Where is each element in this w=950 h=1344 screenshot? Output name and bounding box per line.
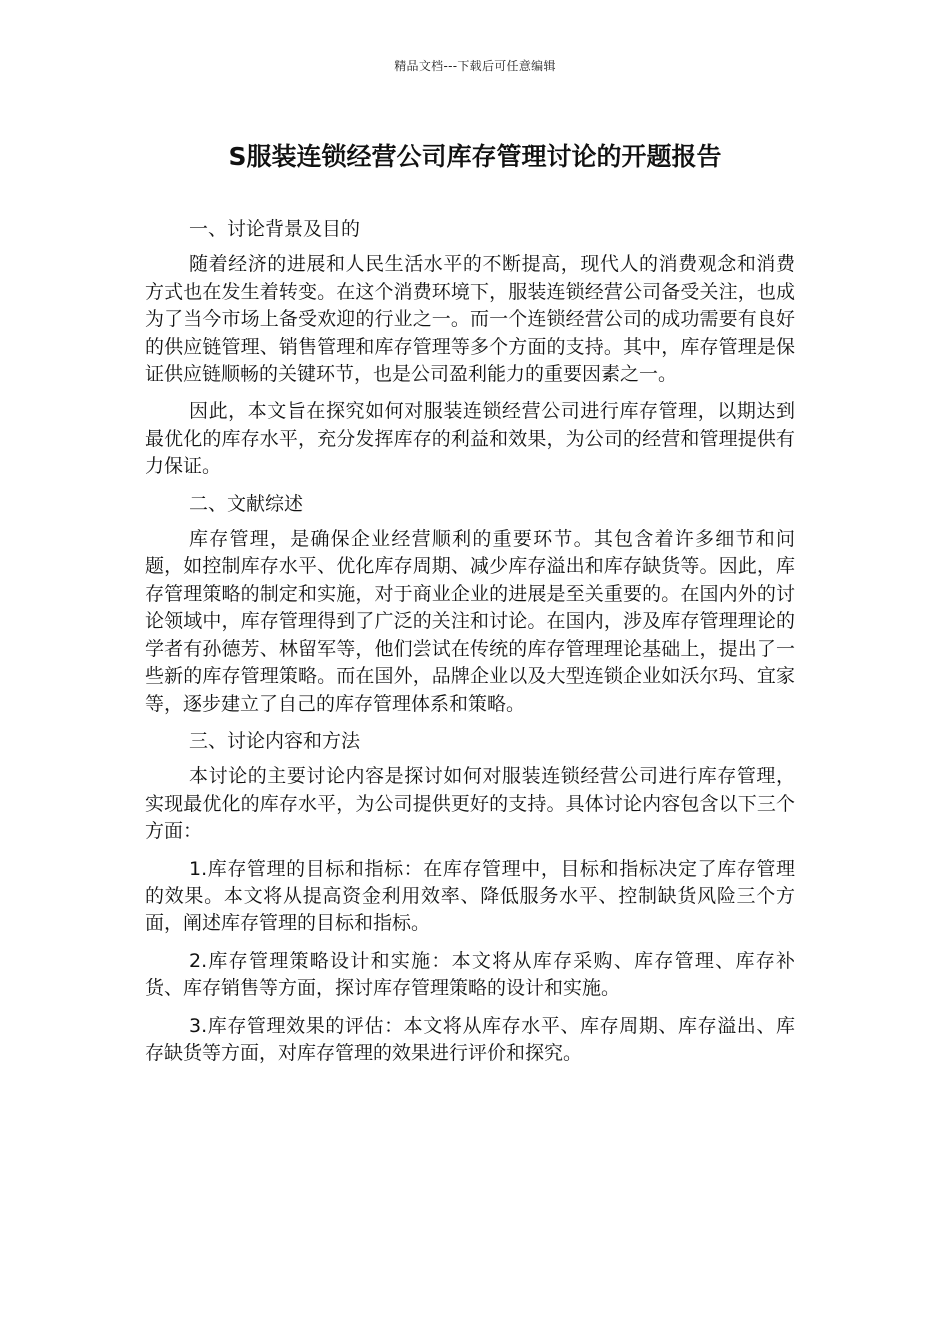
paragraph: 库存管理，是确保企业经营顺利的重要环节。其包含着许多细节和问题，如控制库存水平、优化库存周期、减少库存溢出和库存缺货等。因此，库存管理策略的制定和实施，对于商业企业的进展是至关重要的。在国内外的讨论领域中，库存管理得到了广泛的关注和讨论。在国内，涉及库存管理理论的学者有孙德芳、林留军等，他们尝试在传统的库存管理理论基础上，提出了一些新的库存管理策略。而在国外，品牌企业以及大型连锁企业如沃尔玛、宜家等，逐步建立了自己的库存管理体系和策略。 [145, 528, 795, 715]
paragraph: 随着经济的进展和人民生活水平的不断提高，现代人的消费观念和消费方式也在发生着转变。在这个消费环境下，服装连锁经营公司备受关注，也成为了当今市场上备受欢迎的行业之一。而一个连锁经营公司的成功需要有良好的供应链管理、销售管理和库存管理等多个方面的支持。其中，库存管理是保证供应链顺畅的关键环节，也是公司盈利能力的重要因素之一。 [145, 253, 795, 386]
paragraph: 本讨论的主要讨论内容是探讨如何对服装连锁经营公司进行库存管理，实现最优化的库存水平，为公司提供更好的支持。具体讨论内容包含以下三个方面： [145, 765, 795, 843]
section-heading-2: 二、文献综述 [189, 492, 304, 515]
section-heading-1: 一、讨论背景及目的 [189, 218, 361, 240]
list-item: 2.库存管理策略设计和实施：本文将从库存采购、库存管理、库存补货、库存销售等方面，探讨库存管理策略的设计和实施。 [145, 949, 795, 1000]
document-title: S服装连锁经营公司库存管理讨论的开题报告 [228, 142, 722, 171]
page-header: 精品文档---下载后可任意编辑 [394, 59, 556, 73]
paragraph: 因此，本文旨在探究如何对服装连锁经营公司进行库存管理，以期达到最优化的库存水平，充分发挥库存的利益和效果，为公司的经营和管理提供有力保证。 [145, 400, 795, 478]
list-item: 3.库存管理效果的评估：本文将从库存水平、库存周期、库存溢出、库存缺货等方面，对库存管理的效果进行评价和探究。 [145, 1014, 795, 1064]
section-heading-3: 三、讨论内容和方法 [189, 729, 361, 752]
document-body [145, 216, 795, 1077]
list-item: 1.库存管理的目标和指标：在库存管理中，目标和指标决定了库存管理的效果。本文将从提高资金利用效率、降低服务水平、控制缺货风险三个方面，阐述库存管理的目标和指标。 [145, 857, 795, 935]
